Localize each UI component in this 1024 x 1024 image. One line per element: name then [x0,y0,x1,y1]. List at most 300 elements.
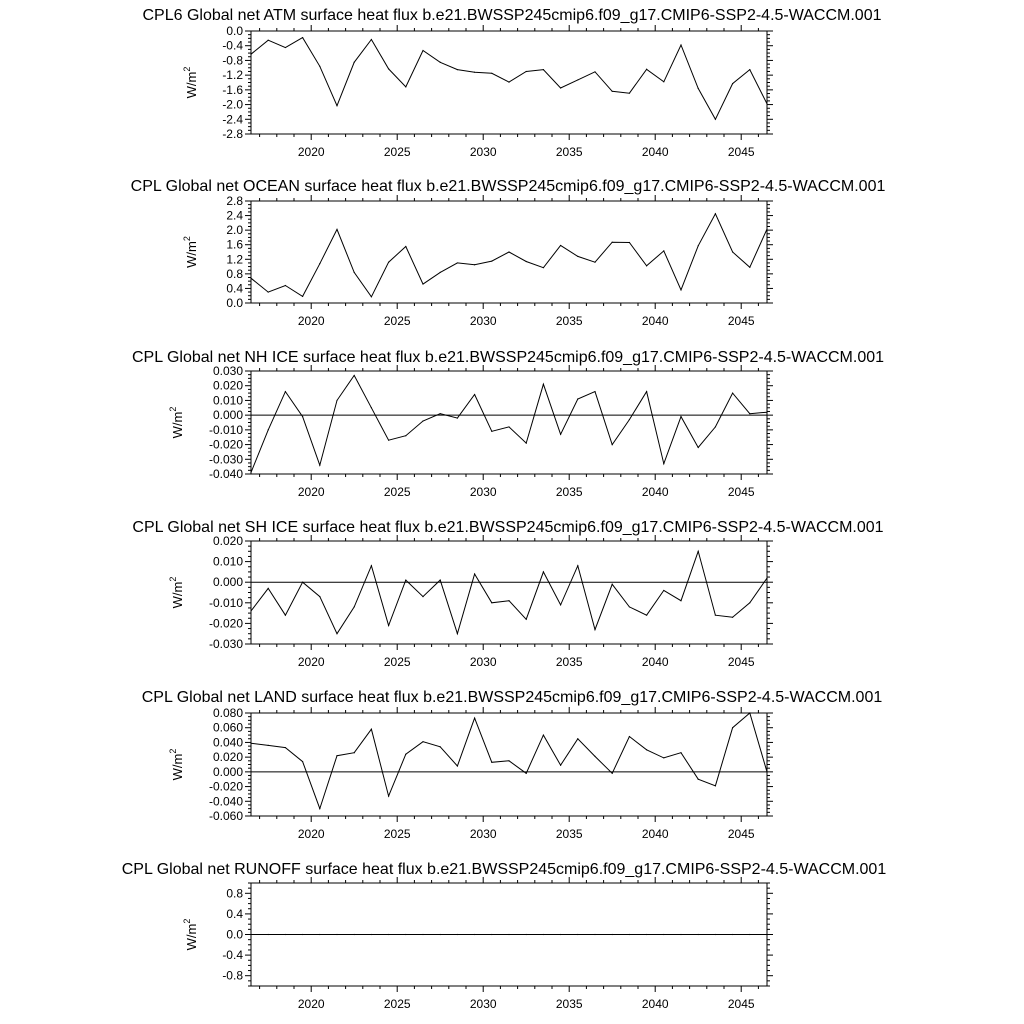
data-point [250,934,251,935]
x-tick-label: 2020 [297,827,325,841]
data-point [577,738,578,739]
data-point [577,398,578,399]
data-point [698,245,699,246]
data-point [698,88,699,89]
y-tick-label: -0.020 [208,437,243,452]
series-line [251,38,767,120]
data-point [336,400,337,401]
data-point [457,69,458,70]
y-tick-label: 0.0 [226,24,243,38]
data-point [422,283,423,284]
data-point [698,447,699,448]
data-point [766,412,767,413]
y-tick-label: -0.8 [222,53,243,68]
data-point [543,571,544,572]
y-axis-label-base: W/m [184,923,199,951]
data-point [698,551,699,552]
data-point [405,754,406,755]
data-point [749,69,750,70]
data-point [749,413,750,414]
y-tick-label: -0.010 [208,595,243,610]
data-point [594,756,595,757]
x-tick-label: 2030 [469,485,497,499]
data-point [612,444,613,445]
data-point [508,934,509,935]
y-axis-label-exponent: 2 [182,236,192,242]
data-point [250,278,251,279]
y-tick-label: -0.020 [208,616,243,631]
y-tick-label: -0.030 [208,637,243,651]
data-point [268,934,269,935]
data-point [285,47,286,48]
data-point [766,934,767,935]
data-point [732,251,733,252]
y-tick-label: -0.4 [222,38,243,53]
data-point [457,417,458,418]
data-point [336,105,337,106]
y-tick-label: 0.4 [226,281,243,296]
data-point [766,228,767,229]
y-tick-label: -2.0 [222,97,243,112]
x-tick-label: 2040 [641,827,669,841]
data-point [371,296,372,297]
data-point [457,934,458,935]
data-point [629,736,630,737]
data-point [285,747,286,748]
y-tick-label: 0.010 [212,554,243,569]
data-point [440,580,441,581]
data-point [526,261,527,262]
y-tick-label: 0.010 [212,393,243,408]
x-tick-label: 2020 [297,145,325,159]
data-point [680,934,681,935]
y-axis-label [168,577,185,609]
data-point [250,610,251,611]
data-point [543,384,544,385]
x-tick-label: 2040 [641,997,669,1011]
data-point [663,590,664,591]
data-point [388,68,389,69]
y-tick-label: -0.040 [208,467,243,481]
data-point [646,615,647,616]
data-point [405,934,406,935]
y-tick-label: 0.4 [226,906,243,921]
data-point [612,934,613,935]
y-axis-label [182,919,199,951]
x-tick-label: 2025 [383,145,411,159]
series-line [251,551,767,633]
y-axis-label-exponent: 2 [168,748,178,754]
data-point [612,584,613,585]
x-tick-label: 2035 [555,314,583,328]
panel-6 [122,861,887,1011]
y-tick-label: -1.2 [222,68,243,83]
x-tick-label: 2025 [383,827,411,841]
x-tick-label: 2045 [727,997,755,1011]
data-point [629,242,630,243]
data-point [491,934,492,935]
data-point [663,757,664,758]
data-point [285,934,286,935]
data-point [646,69,647,70]
x-tick-label: 2045 [727,827,755,841]
data-point [629,419,630,420]
series-line [251,375,767,472]
data-point [594,934,595,935]
data-point [405,86,406,87]
y-tick-label: -0.010 [208,422,243,437]
x-tick-label: 2025 [383,485,411,499]
data-point [594,391,595,392]
x-tick-label: 2035 [555,997,583,1011]
data-point [422,420,423,421]
x-tick-label: 2045 [727,314,755,328]
data-point [680,752,681,753]
x-tick-label: 2035 [555,145,583,159]
x-tick-label: 2025 [383,314,411,328]
y-axis-label-base: W/m [170,581,185,609]
data-point [560,245,561,246]
data-point [526,934,527,935]
data-point [250,472,251,473]
panel-title: CPL Global net NH ICE surface heat flux b.e21.BWSSP245cmip6.f09_g17.CMIP6-SSP2-4.5-WACCM.001 [131,349,885,366]
x-tick-label: 2035 [555,485,583,499]
data-point [560,765,561,766]
data-point [766,771,767,772]
y-axis-label-exponent: 2 [182,918,192,924]
x-tick-label: 2040 [641,145,669,159]
data-point [285,285,286,286]
data-point [732,934,733,935]
data-point [732,83,733,84]
y-tick-label: 2.8 [226,194,243,208]
panel-title: CPL6 Global net ATM surface heat flux b.e21.BWSSP245cmip6.f09_g17.CMIP6-SSP2-4.5-WACCM.001 [142,7,882,24]
data-point [491,762,492,763]
data-point [422,596,423,597]
data-point [268,40,269,41]
y-tick-label: -0.8 [222,968,243,983]
plot-frame [251,713,767,816]
panel-title: CPL Global net RUNOFF surface heat flux b.e21.BWSSP245cmip6.f09_g17.CMIP6-SSP2-4.5-WACCM.001 [121,861,887,878]
data-point [440,413,441,414]
data-point [285,615,286,616]
panel-title: CPL Global net OCEAN surface heat flux b.e21.BWSSP245cmip6.f09_g17.CMIP6-SSP2-4.5-WACCM.001 [130,178,886,195]
data-point [715,615,716,616]
data-point [354,934,355,935]
x-tick-label: 2040 [641,655,669,669]
y-axis-label-exponent: 2 [168,576,178,582]
data-point [646,749,647,750]
data-point [508,760,509,761]
data-point [526,71,527,72]
y-axis-label-exponent: 2 [182,66,192,72]
data-point [560,604,561,605]
data-point [715,426,716,427]
data-point [405,435,406,436]
data-point [698,779,699,780]
x-tick-label: 2020 [297,314,325,328]
data-point [612,773,613,774]
data-point [526,443,527,444]
y-axis-label [168,749,185,781]
data-point [371,39,372,40]
data-point [715,785,716,786]
data-point [422,934,423,935]
data-point [646,934,647,935]
y-tick-label: 0.000 [212,764,243,779]
data-point [354,272,355,273]
data-point [749,602,750,603]
data-point [388,796,389,797]
y-tick-label: 0.0 [226,296,243,310]
x-tick-label: 2020 [297,997,325,1011]
data-point [405,246,406,247]
panel-5 [142,689,883,841]
data-point [474,573,475,574]
y-axis-label-base: W/m [184,241,199,268]
data-point [749,934,750,935]
data-point [457,765,458,766]
panel-1 [142,7,881,159]
data-point [560,87,561,88]
y-axis-label [182,236,199,268]
x-tick-label: 2040 [641,314,669,328]
data-point [336,934,337,935]
y-axis-label-exponent: 2 [168,406,178,412]
data-point [629,606,630,607]
y-tick-label: -0.040 [208,794,243,809]
data-point [268,429,269,430]
plot-frame [251,371,767,474]
data-point [354,606,355,607]
y-tick-label: 0.040 [212,735,243,750]
data-point [663,934,664,935]
data-point [319,808,320,809]
data-point [422,50,423,51]
y-axis-label [168,407,185,439]
y-axis-label-base: W/m [170,753,185,781]
data-point [371,934,372,935]
data-point [680,600,681,601]
data-point [371,729,372,730]
data-point [336,229,337,230]
y-axis-label-base: W/m [170,411,185,439]
data-point [302,761,303,762]
data-point [543,734,544,735]
data-point [388,262,389,263]
data-point [680,289,681,290]
data-point [371,407,372,408]
data-point [526,773,527,774]
y-tick-label: -0.4 [222,948,243,963]
data-point [577,565,578,566]
data-point [302,37,303,38]
y-tick-label: 0.060 [212,720,243,735]
y-tick-label: 2.4 [226,208,243,223]
data-point [388,440,389,441]
data-point [440,62,441,63]
data-point [560,934,561,935]
x-tick-label: 2020 [297,485,325,499]
data-point [766,577,767,578]
y-tick-label: 0.020 [212,378,243,393]
data-point [319,596,320,597]
data-point [732,617,733,618]
panel-2 [131,178,886,328]
y-tick-label: 0.020 [212,750,243,765]
x-tick-label: 2030 [469,827,497,841]
data-point [577,934,578,935]
data-point [577,256,578,257]
data-point [268,291,269,292]
y-tick-label: -0.020 [208,779,243,794]
x-tick-label: 2030 [469,997,497,1011]
data-point [371,565,372,566]
data-point [663,250,664,251]
y-tick-label: 0.000 [212,575,243,590]
data-point [285,391,286,392]
y-tick-label: -0.030 [208,452,243,467]
x-tick-label: 2035 [555,655,583,669]
data-point [629,93,630,94]
data-point [354,752,355,753]
data-point [577,79,578,80]
y-tick-label: 0.030 [212,364,243,378]
data-point [336,633,337,634]
panel-title: CPL Global net SH ICE surface heat flux b.e21.BWSSP245cmip6.f09_g17.CMIP6-SSP2-4.5-WACCM.001 [132,519,884,536]
data-point [508,600,509,601]
y-tick-label: 0.0 [226,927,243,942]
data-point [354,375,355,376]
y-tick-label: -2.8 [222,127,243,141]
x-tick-label: 2035 [555,827,583,841]
data-point [474,264,475,265]
data-point [508,426,509,427]
data-point [250,743,251,744]
data-point [508,251,509,252]
y-tick-label: 1.2 [226,252,243,267]
y-tick-label: -0.060 [208,809,243,823]
x-tick-label: 2020 [297,655,325,669]
data-point [268,745,269,746]
y-tick-label: -1.6 [222,82,243,97]
data-point [302,296,303,297]
y-axis-label [182,67,199,99]
data-point [526,619,527,620]
data-point [698,934,699,935]
data-point [663,81,664,82]
data-point [715,119,716,120]
data-point [680,416,681,417]
data-point [440,272,441,273]
data-point [302,934,303,935]
x-tick-label: 2030 [469,314,497,328]
data-point [646,391,647,392]
data-point [440,934,441,935]
data-point [732,727,733,728]
y-tick-label: 0.8 [226,886,243,901]
data-point [319,465,320,466]
panel-title: CPL Global net LAND surface heat flux b.e21.BWSSP245cmip6.f09_g17.CMIP6-SSP2-4.5-WACCM.001 [141,689,883,706]
data-point [354,62,355,63]
data-point [474,718,475,719]
data-point [491,602,492,603]
data-point [388,625,389,626]
x-tick-label: 2030 [469,655,497,669]
data-point [594,71,595,72]
data-point [543,267,544,268]
data-point [440,746,441,747]
x-tick-label: 2025 [383,997,411,1011]
data-point [680,44,681,45]
data-point [268,588,269,589]
data-point [766,103,767,104]
y-tick-label: 2.0 [226,223,243,238]
y-tick-label: 0.8 [226,266,243,281]
data-point [560,434,561,435]
data-point [405,580,406,581]
x-tick-label: 2030 [469,145,497,159]
series-line [251,214,767,297]
x-tick-label: 2045 [727,145,755,159]
data-point [474,934,475,935]
y-axis-label-base: W/m [184,71,199,99]
data-point [749,712,750,713]
y-tick-label: -2.4 [222,112,243,127]
data-point [646,265,647,266]
data-point [508,82,509,83]
data-point [629,934,630,935]
data-point [457,633,458,634]
data-point [474,394,475,395]
data-point [319,66,320,67]
plot-frame [251,541,767,644]
data-point [302,416,303,417]
x-tick-label: 2045 [727,655,755,669]
y-tick-label: 0.000 [212,408,243,423]
data-point [474,72,475,73]
data-point [543,69,544,70]
data-point [715,934,716,935]
data-point [457,262,458,263]
x-tick-label: 2045 [727,485,755,499]
x-tick-label: 2040 [641,485,669,499]
data-point [319,934,320,935]
data-point [422,741,423,742]
x-tick-label: 2025 [383,655,411,669]
y-tick-label: 1.6 [226,237,243,252]
data-point [715,213,716,214]
y-tick-label: 0.080 [212,706,243,720]
panel-3 [132,349,884,499]
data-point [491,431,492,432]
data-point [319,263,320,264]
data-point [732,392,733,393]
data-point [491,261,492,262]
data-point [594,262,595,263]
data-point [612,242,613,243]
data-point [250,54,251,55]
data-point [612,91,613,92]
data-point [594,629,595,630]
y-tick-label: 0.020 [212,534,243,548]
data-point [749,267,750,268]
data-point [491,73,492,74]
data-point [543,934,544,935]
data-point [388,934,389,935]
data-point [302,582,303,583]
panel-4 [132,519,883,669]
